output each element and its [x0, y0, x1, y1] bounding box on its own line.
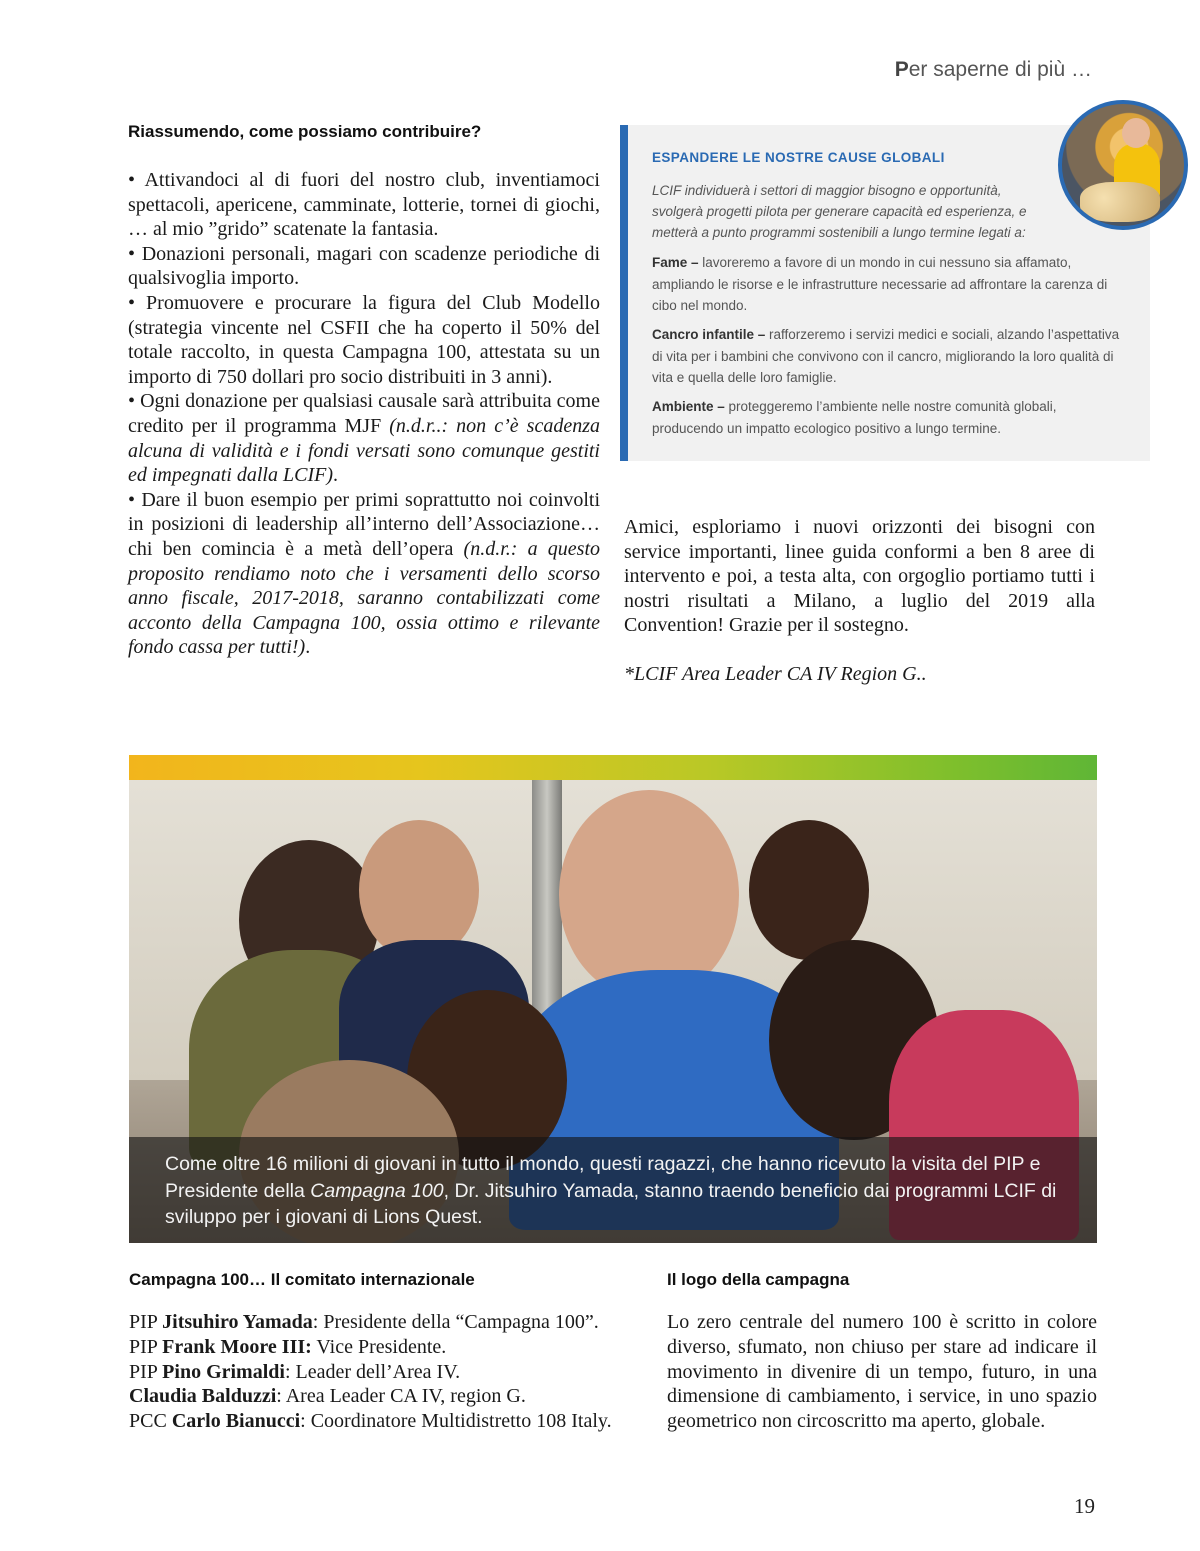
committee-heading: Campagna 100… Il comitato internazionale: [129, 1270, 475, 1289]
list-item: • Ogni donazione per qualsiasi causale sarà attribuita come credito per il programma MJF (n.d.r..: non c’è scadenza alcuna di validità e i fondi versati sono comunque gestiti ed impegnati dalla LCIF).: [128, 390, 600, 487]
committee-section: [129, 1270, 649, 1434]
infobox-intro: LCIF individuerà i settori di maggior bisogno e opportunità, svolgerà progetti pilota per generare capacità ed esperienza, e metterà a punto programmi sostenibili a lungo termine legati a:: [652, 183, 1027, 240]
committee-list: [129, 1310, 649, 1434]
man-figure: [559, 790, 739, 1000]
list-item: • Attivandoci al di fuori del nostro club, inventiamoci spettacoli, apericene, camminate, lotterie, tornei di giochi, … al mio ”grido” scatenate la fantasia.: [128, 169, 600, 241]
child-figure: [749, 820, 869, 960]
committee-member: PIP Jitsuhiro Yamada: Presidente della “Campagna 100”.: [129, 1311, 599, 1333]
contribute-list: [128, 168, 600, 660]
volunteer-head: [1122, 118, 1150, 148]
committee-member: PCC Carlo Bianucci: Coordinatore Multidistretto 108 Italy.: [129, 1410, 612, 1433]
logo-description: Lo zero centrale del numero 100 è scritto in colore diverso, sfumato, non chiuso per stare ad indicare il movimento in divenire di un tempo, futuro, in una dimensione di cambiamento, i service, in uno spazio geometrico non circoscritto ma aperto, globale.: [667, 1311, 1097, 1433]
author-signature: *LCIF Area Leader CA IV Region G..: [624, 662, 927, 685]
committee-member: PIP Pino Grimaldi: Leader dell’Area IV.: [129, 1360, 461, 1383]
photo-caption: [129, 1137, 1097, 1243]
infobox-item-childhood-cancer: Cancro infantile – rafforzeremo i servizi medici e sociali, alzando l’aspettativa di vita per i bambini che convivono con il cancro, migliorando la loro qualità di vita e quella delle loro famiglie.: [652, 327, 1120, 385]
infobox-item-environment: Ambiente – proteggeremo l’ambiente nelle nostre comunità globali, producendo un impatto ecologico positivo a lungo termine.: [652, 399, 1057, 436]
gradient-stripe: [129, 755, 1097, 780]
committee-member: Claudia Balduzzi: Area Leader CA IV, region G.: [129, 1385, 526, 1408]
page-number: 19: [1074, 1494, 1095, 1518]
list-item: • Promuovere e procurare la figura del Club Modello (strategia vincente nel CSFII che ha coperto il 50% del totale raccolto, in questa Campagna 100, attestata su un importo di 750 dollari pro socio distribuiti in 3 anni).: [128, 291, 600, 388]
left-column: [128, 122, 600, 660]
closing-paragraph: Amici, esploriamo i nuovi orizzonti dei bisogni con service importanti, linee guida conformi a ben 8 aree di intervento e poi, a testa alta, con orgoglio portiamo tutti i nostri risultati a Milano, a luglio del 2019 alla Convention! Grazie per il sostegno.: [624, 516, 1095, 637]
committee-member: PIP Frank Moore III: Vice Presidente.: [129, 1335, 447, 1358]
volunteer-circle-photo: [1058, 100, 1188, 230]
child-figure: [359, 820, 479, 960]
list-item: • Dare il buon esempio per primi soprattutto noi coinvolti in posizioni di leadership all’interno dell’Associazione… chi ben comincia è a metà dell’opera (n.d.r.: a questo proposito rendiamo noto che i versamenti dello scorso anno fiscale, 2017-2018, saranno contabilizzati come acconto della Campagna 100, ossia ottimo e rilevante fondo cassa per tutti!).: [128, 488, 601, 659]
photo-pipe: [532, 780, 562, 1020]
logo-heading: Il logo della campagna: [667, 1270, 850, 1289]
list-item: • Donazioni personali, magari con scadenze periodiche di qualsivoglia importo.: [128, 242, 600, 290]
children-photo: [129, 780, 1097, 1243]
photo-banner: [129, 755, 1097, 1243]
running-header: Per saperne di più …: [894, 58, 1092, 81]
right-column: [624, 515, 1095, 687]
infobox-title: ESPANDERE LE NOSTRE CAUSE GLOBALI: [652, 150, 945, 165]
infobox-item-hunger: Fame – lavoreremo a favore di un mondo in cui nessuno sia affamato, ampliando le risorse e le infrastrutture necessarie ad affrontare la carenza di cibo nel mondo.: [652, 255, 1108, 313]
logo-section: [667, 1270, 1097, 1434]
caption-text: Come oltre 16 milioni di giovani in tutto il mondo, questi ragazzi, che hanno ricevuto la visita del PIP e Presidente della Campagna 100, Dr. Jitsuhiro Yamada, stanno traendo beneficio dai programmi LCIF di sviluppo per i giovani di Lions Quest.: [165, 1153, 1057, 1228]
contribute-heading: Riassumendo, come possiamo contribuire?: [128, 122, 482, 141]
food-donation: [1080, 182, 1160, 222]
